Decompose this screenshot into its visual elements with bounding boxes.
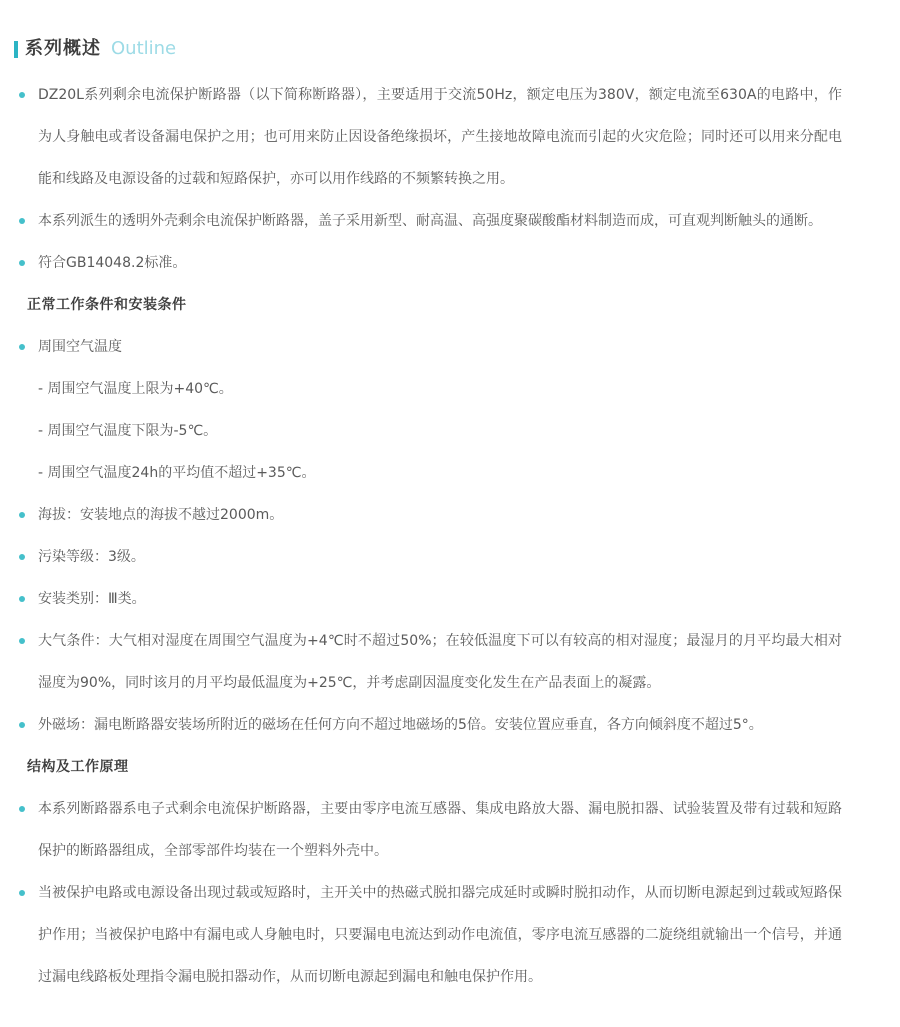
list-item bbox=[38, 704, 842, 746]
paragraph: 海拔：安装地点的海拔不越过2000m。 bbox=[38, 507, 284, 523]
list-item bbox=[38, 536, 842, 578]
paragraph: 符合GB14048.2标准。 bbox=[38, 255, 187, 271]
sub-item: - 周围空气温度上限为+40℃。 bbox=[38, 381, 233, 397]
list-item bbox=[38, 326, 842, 494]
bullet-dot-icon bbox=[19, 722, 25, 728]
list-item bbox=[38, 74, 842, 200]
list-item bbox=[38, 788, 842, 872]
paragraph: 污染等级：3级。 bbox=[38, 549, 145, 565]
title-accent-bar-icon bbox=[14, 41, 18, 58]
paragraph: 周围空气温度 bbox=[38, 339, 122, 355]
list-item bbox=[38, 494, 842, 536]
paragraph: 安装类别：Ⅲ类。 bbox=[38, 591, 146, 607]
bullet-dot-icon bbox=[19, 512, 25, 518]
bullet-dot-icon bbox=[19, 806, 25, 812]
paragraph: 本系列派生的透明外壳剩余电流保护断路器，盖子采用新型、耐高温、高强度聚碳酸酯材料制造而成，可直观判断触头的通断。 bbox=[38, 213, 822, 229]
sub-item: - 周围空气温度24h的平均值不超过+35℃。 bbox=[38, 465, 316, 481]
list-item bbox=[38, 200, 842, 242]
bullet-dot-icon bbox=[19, 218, 25, 224]
list-item bbox=[38, 872, 842, 998]
page-title-zh: 系列概述 bbox=[25, 38, 101, 59]
bullet-dot-icon bbox=[19, 92, 25, 98]
bullet-dot-icon bbox=[19, 260, 25, 266]
page-title-en: Outline bbox=[111, 38, 177, 59]
bullet-dot-icon bbox=[19, 344, 25, 350]
section-heading-principle: 结构及工作原理 bbox=[27, 759, 129, 775]
paragraph: 大气条件：大气相对湿度在周围空气温度为+4℃时不超过50%；在较低温度下可以有较高的相对湿度；最湿月的月平均最大相对湿度为90%，同时该月的月平均最低温度为+25℃，并考虑副因温度变化发生在产品表面上的凝露。 bbox=[38, 633, 842, 691]
paragraph: 外磁场：漏电断路器安装场所附近的磁场在任何方向不超过地磁场的5倍。安装位置应垂直，各方向倾斜度不超过5°。 bbox=[38, 717, 763, 733]
sub-item: - 周围空气温度下限为-5℃。 bbox=[38, 423, 218, 439]
list-item bbox=[38, 578, 842, 620]
list-item bbox=[38, 620, 842, 704]
bullet-dot-icon bbox=[19, 596, 25, 602]
content-area bbox=[0, 74, 900, 998]
paragraph: 本系列断路器系电子式剩余电流保护断路器，主要由零序电流互感器、集成电路放大器、漏电脱扣器、试验装置及带有过载和短路保护的断路器组成，全部零部件均装在一个塑料外壳中。 bbox=[38, 801, 842, 859]
paragraph: 当被保护电路或电源设备出现过载或短路时，主开关中的热磁式脱扣器完成延时或瞬时脱扣动作，从而切断电源起到过载或短路保护作用；当被保护电路中有漏电或人身触电时，只要漏电电流达到动作电流值，零序电流互感器的二旋绕组就输出一个信号，并通过漏电线路板处理指令漏电脱扣器动作，从而切断电源起到漏电和触电保护作用。 bbox=[38, 885, 842, 985]
list-item bbox=[38, 242, 842, 284]
paragraph: DZ20L系列剩余电流保护断路器（以下简称断路器），主要适用于交流50Hz，额定电压为380V，额定电流至630A的电路中，作为人身触电或者设备漏电保护之用；也可用来防止因设备绝缘损坏，产生接地故障电流而引起的火灾危险；同时还可以用来分配电能和线路及电源设备的过载和短路保护，亦可以用作线路的不频繁转换之用。 bbox=[38, 87, 842, 187]
bullet-dot-icon bbox=[19, 890, 25, 896]
page-title bbox=[14, 38, 900, 60]
section-heading-conditions: 正常工作条件和安装条件 bbox=[27, 297, 187, 313]
bullet-dot-icon bbox=[19, 554, 25, 560]
bullet-dot-icon bbox=[19, 638, 25, 644]
